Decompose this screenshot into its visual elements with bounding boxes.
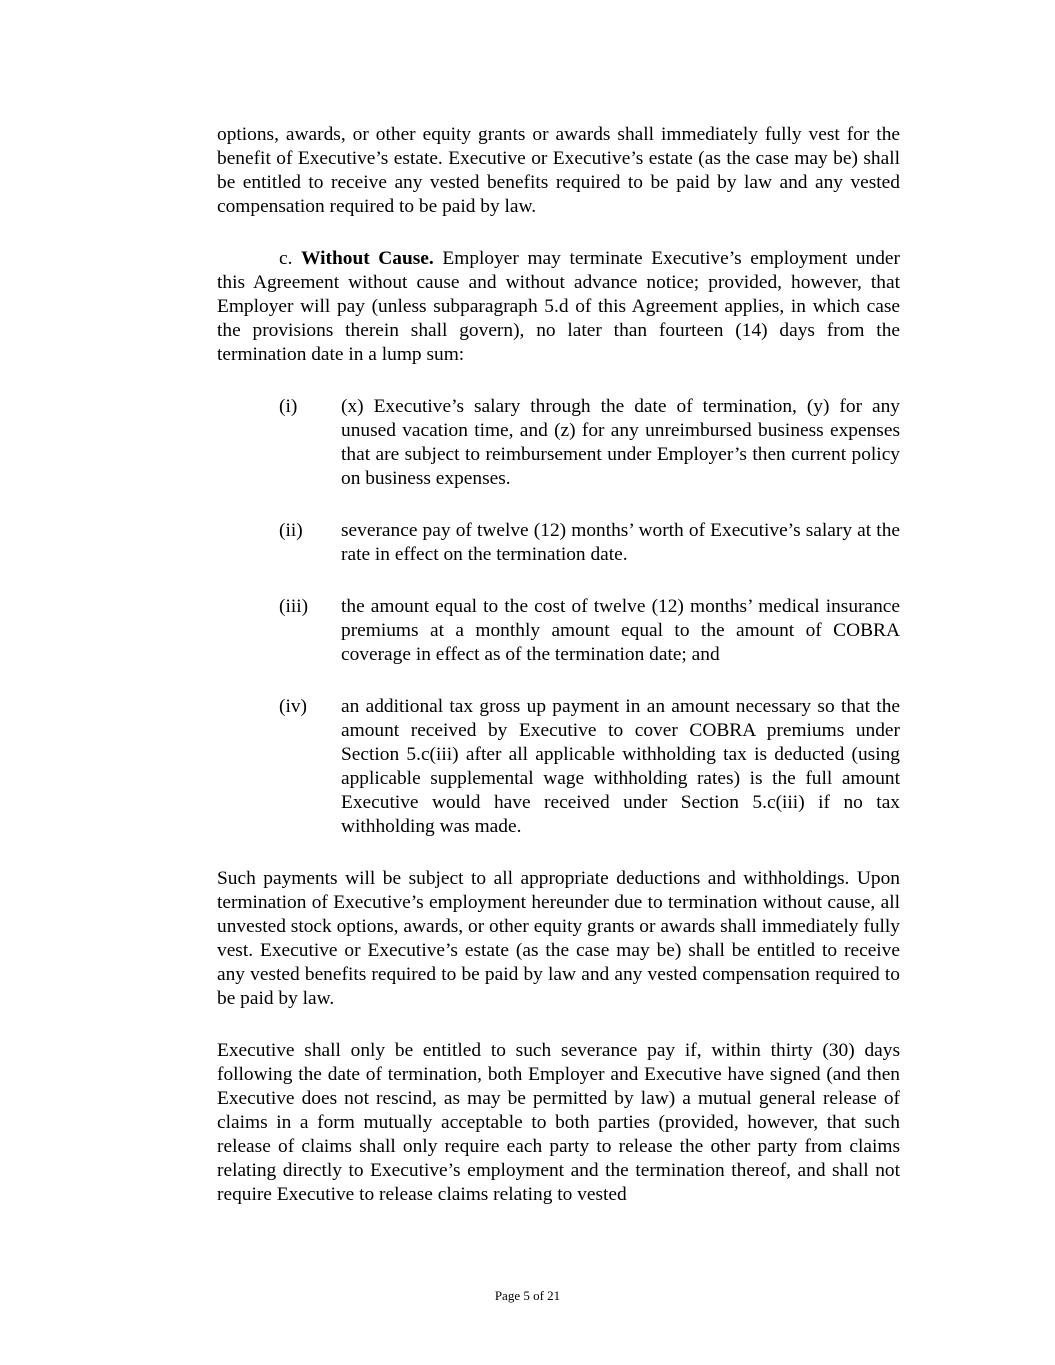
list-item-text: the amount equal to the cost of twelve (12) months’ medical insurance premiums at a monthly amount equal to the amount of COBRA coverage in effect as of the termination date; and (341, 596, 900, 665)
paragraph-without-cause (217, 247, 900, 367)
list-item-ii (279, 519, 900, 567)
list-item-text: an additional tax gross up payment in an amount necessary so that the amount received by Executive to cover COBRA premiums under Section 5.c(iii) after all applicable withholding tax is deducted (using applicable supplemental wage withholding rates) is the full amount Executive would have received under Section 5.c(iii) if no tax withholding was made. (341, 696, 900, 837)
paragraph-vesting-estate: options, awards, or other equity grants or awards shall immediately fully vest for the benefit of Executive’s estate. Executive or Executive’s estate (as the case may be) shall be entitled to receive any vested benefits required to be paid by law and any vested compensation required to be paid by law. (217, 124, 900, 217)
list-item-number: (iv) (279, 696, 307, 717)
list-item-number: (i) (279, 396, 298, 417)
list-item-iv (279, 695, 900, 839)
section-label: c. (279, 248, 293, 269)
list-item-number: (ii) (279, 520, 303, 541)
page-number-footer: Page 5 of 21 (494, 1288, 561, 1303)
list-item-text: severance pay of twelve (12) months’ worth of Executive’s salary at the rate in effect on the termination date. (341, 520, 900, 565)
list-item-i (279, 395, 900, 491)
paragraph-release: Executive shall only be entitled to such severance pay if, within thirty (30) days following the date of termination, both Employer and Executive have signed (and then Executive does not rescind, as may be permitted by law) a mutual general release of claims in a form mutually acceptable to both parties (provided, however, that such release of claims shall only require each party to release the other party from claims relating directly to Executive’s employment and the termination thereof, and shall not require Executive to release claims relating to vested (217, 1040, 900, 1205)
list-item-number: (iii) (279, 596, 309, 617)
section-heading: Without Cause. (301, 248, 434, 269)
list-item-text: (x) Executive’s salary through the date of termination, (y) for any unused vacation time, and (z) for any unreimbursed business expenses that are subject to reimbursement under Employer’s then current policy on business expenses. (341, 396, 900, 489)
section-text: Employer may terminate Executive’s employment under this Agreement without cause and without advance notice; provided, however, that Employer will pay (unless subparagraph 5.d of this Agreement applies, in which case the provisions therein shall govern), no later than fourteen (14) days from the termination date in a lump sum: (217, 248, 900, 365)
paragraph-payments: Such payments will be subject to all appropriate deductions and withholdings. Upon termination of Executive’s employment hereunder due to termination without cause, all unvested stock options, awards, or other equity grants or awards shall immediately fully vest. Executive or Executive’s estate (as the case may be) shall be entitled to receive any vested benefits required to be paid by law and any vested compensation required to be paid by law. (217, 868, 900, 1009)
document-body (217, 123, 900, 1207)
list-item-iii (279, 595, 900, 667)
